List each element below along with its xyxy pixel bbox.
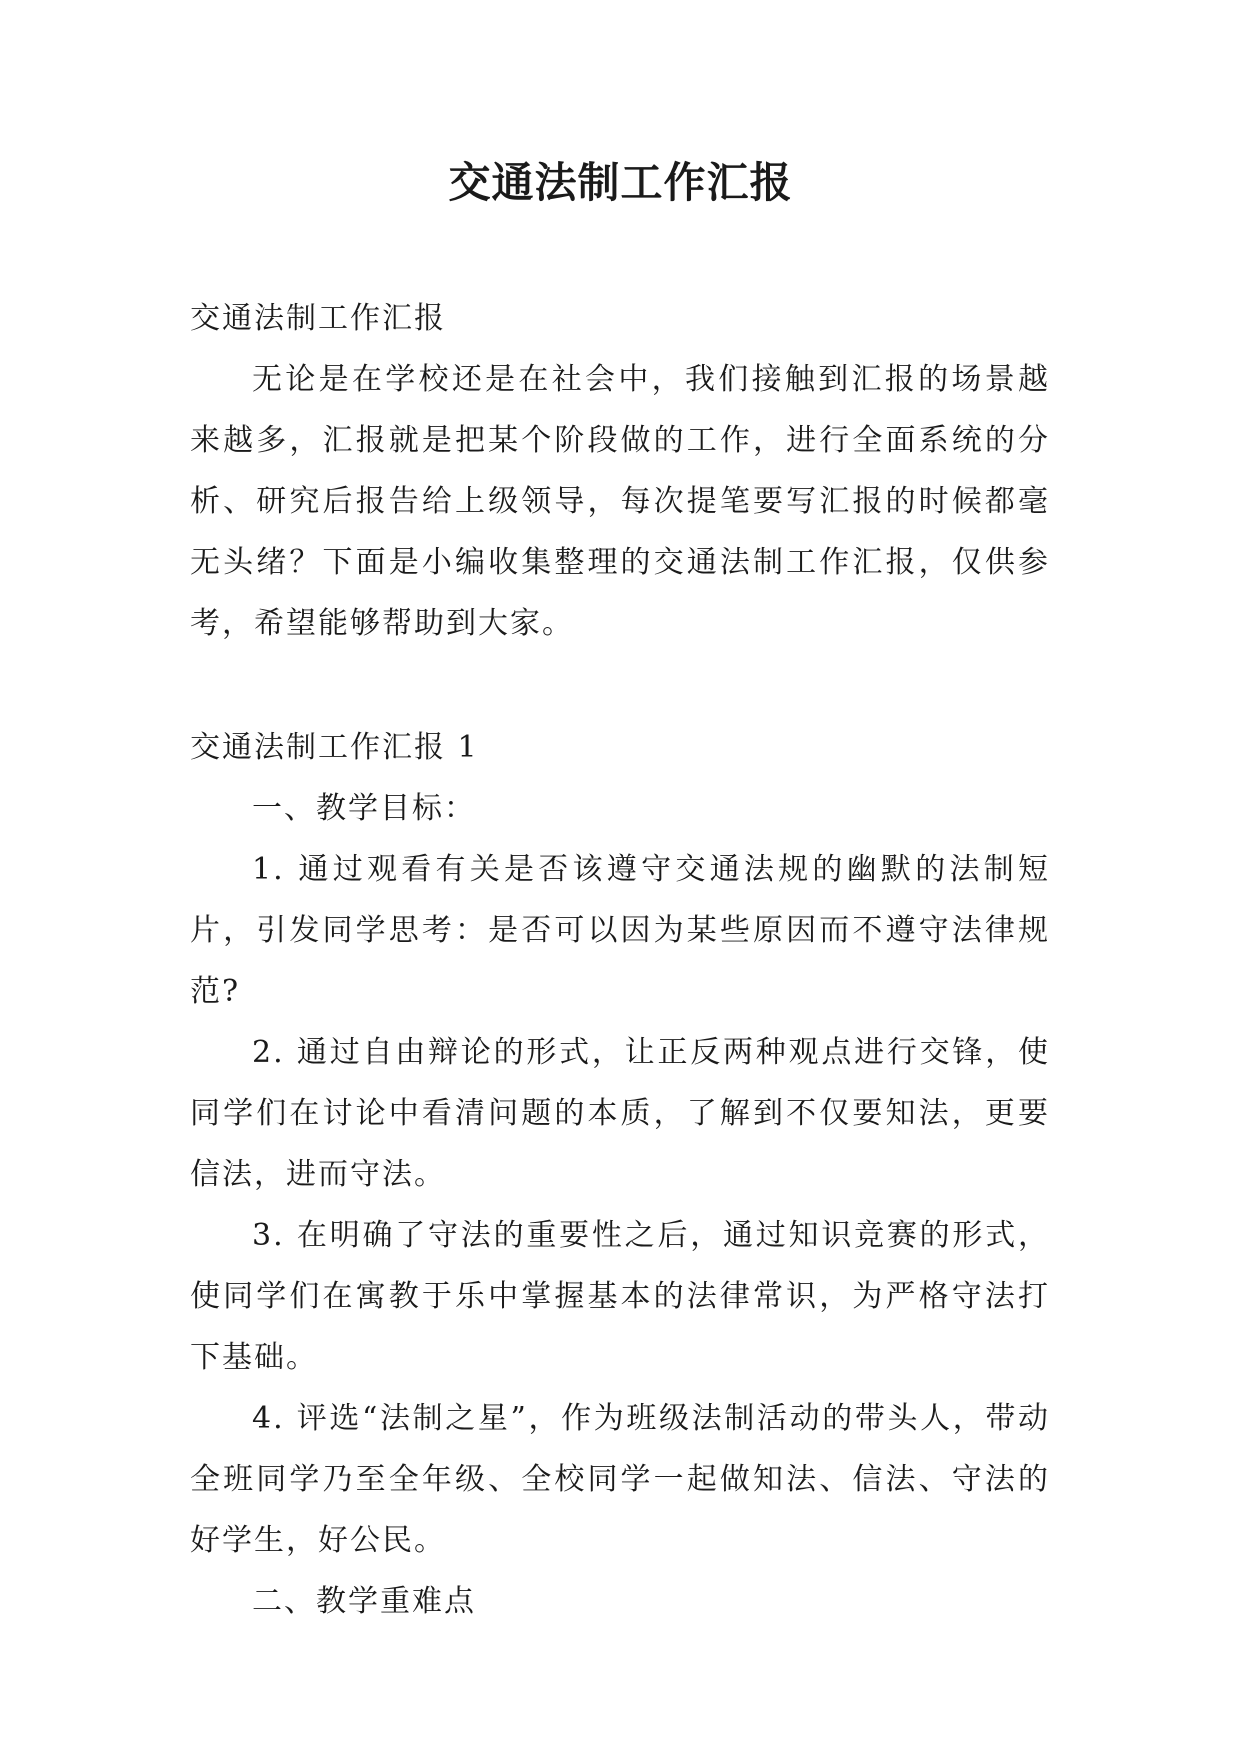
- objective-item-2: 2. 通过自由辩论的形式，让正反两种观点进行交锋，使同学们在讨论中看清问题的本质，了解到不仅要知法，更要信法，进而守法。: [190, 1035, 1050, 1192]
- section-spacer: [190, 654, 1050, 717]
- document-title: 交通法制工作汇报: [448, 158, 793, 207]
- intro-heading: 交通法制工作汇报: [190, 301, 446, 336]
- difficulties-heading: 二、教学重难点: [252, 1584, 476, 1619]
- document-body: [190, 288, 1050, 1632]
- objective-item-3: 3. 在明确了守法的重要性之后，通过知识竞赛的形式，使同学们在寓教于乐中掌握基本的法律常识，为严格守法打下基础。: [190, 1218, 1050, 1375]
- intro-paragraph: 无论是在学校还是在社会中，我们接触到汇报的场景越来越多，汇报就是把某个阶段做的工作，进行全面系统的分析、研究后报告给上级领导，每次提笔要写汇报的时候都毫无头绪？下面是小编收集整理的交通法制工作汇报，仅供参考，希望能够帮助到大家。: [190, 362, 1050, 641]
- objectives-heading: 一、教学目标：: [252, 791, 476, 826]
- objective-item-1: 1. 通过观看有关是否该遵守交通法规的幽默的法制短片，引发同学思考：是否可以因为某些原因而不遵守法律规范?: [190, 852, 1050, 1009]
- objective-item-4: 4. 评选“法制之星”，作为班级法制活动的带头人，带动全班同学乃至全年级、全校同学一起做知法、信法、守法的好学生，好公民。: [190, 1401, 1050, 1558]
- section-heading: 交通法制工作汇报 1: [190, 730, 479, 765]
